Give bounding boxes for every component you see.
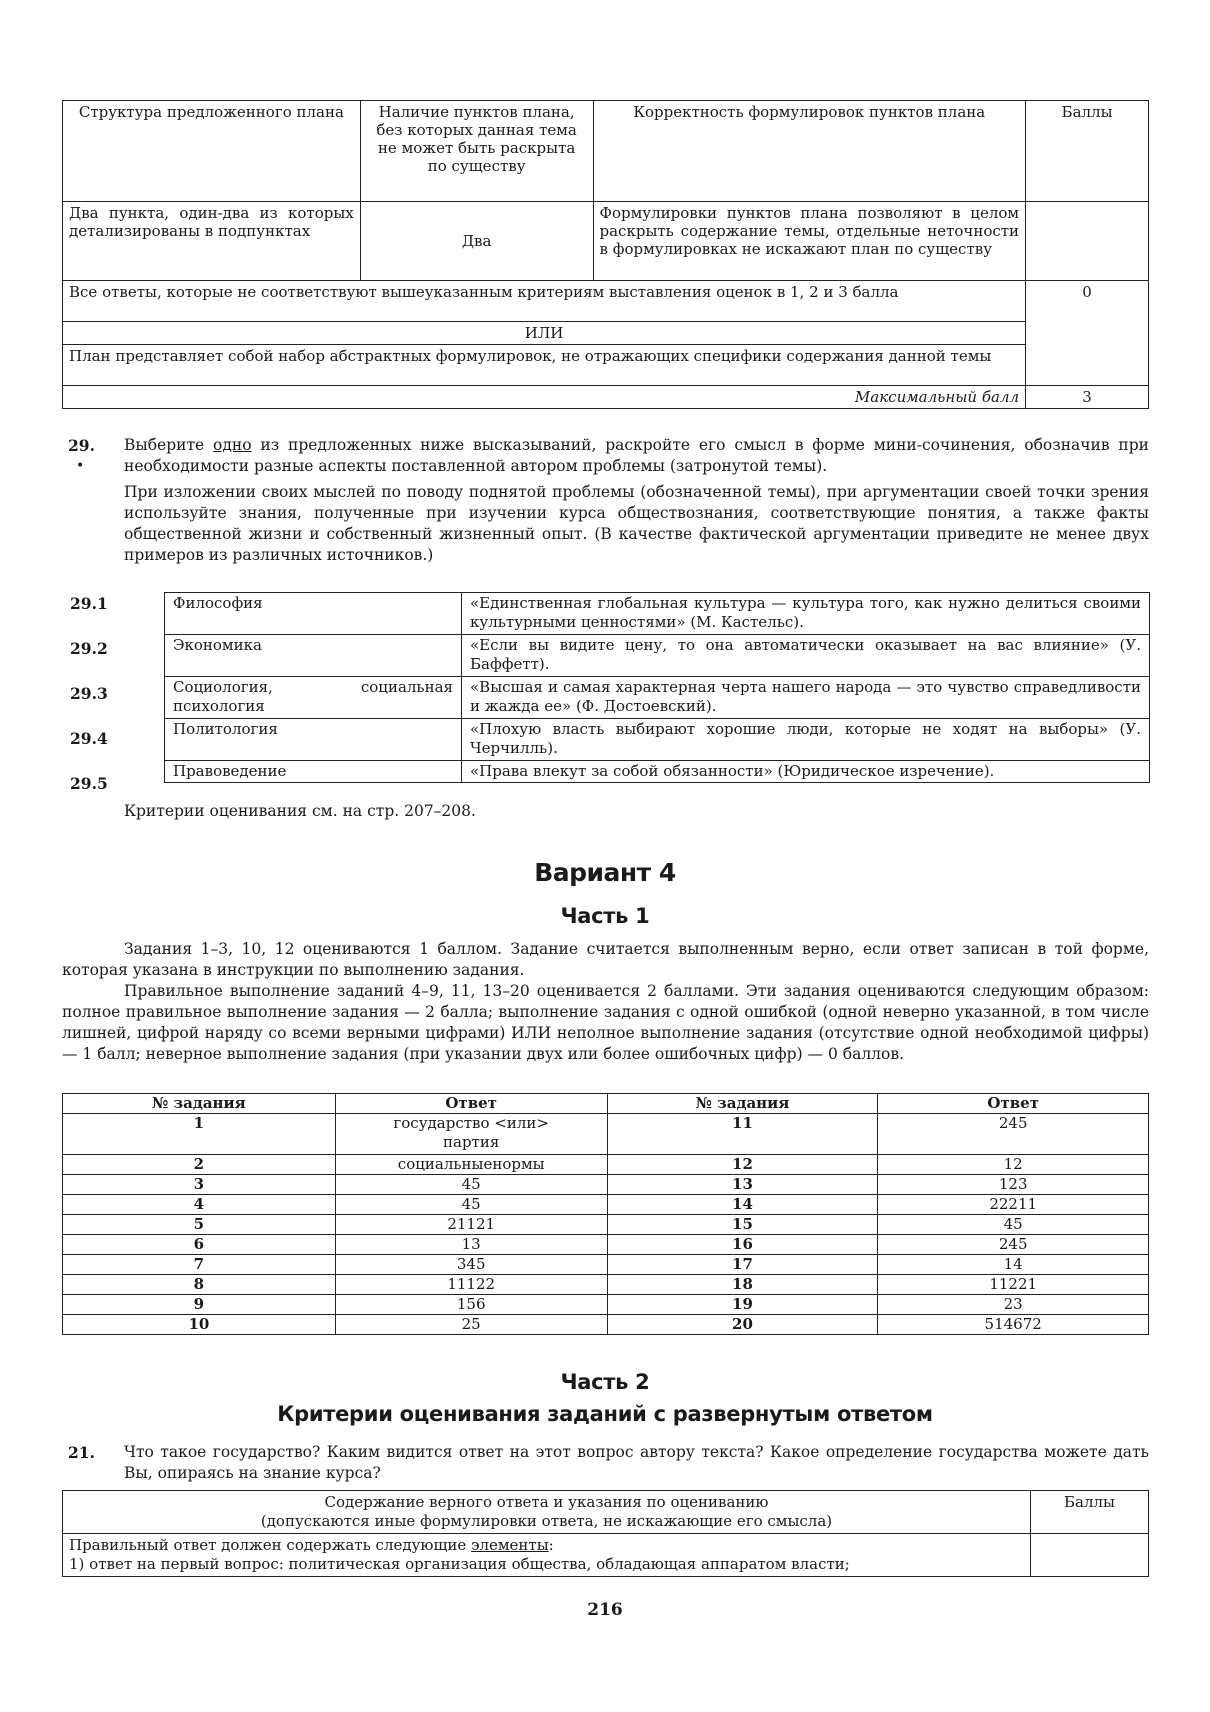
answer: 12: [878, 1155, 1149, 1175]
task-number: 1: [63, 1114, 336, 1155]
answer: 14: [878, 1255, 1149, 1275]
row-score: [1026, 202, 1149, 281]
header-task-number: № задания: [63, 1094, 336, 1114]
header-structure: Структура предложенного плана: [63, 101, 361, 202]
quote-subject: Социология, социальная психология: [165, 677, 462, 719]
quote-text: «Высшая и самая характерная черта нашего народа — это чувство справедливости и жажда ее» (Ф. Достоевский).: [462, 677, 1150, 719]
page-number: 216: [587, 1600, 623, 1620]
quote-row: [165, 761, 1150, 783]
quote-number: 29.5: [70, 774, 108, 793]
table-row: [63, 1215, 1149, 1235]
abstract-criteria-text: План представляет собой набор абстрактных формулировок, не отражающих специфики содержания данной темы: [63, 345, 1026, 386]
task-21-number: 21.: [68, 1443, 95, 1462]
answer: 13: [335, 1235, 607, 1255]
header-correctness: Корректность формулировок пунктов плана: [593, 101, 1026, 202]
table-row: [63, 345, 1149, 386]
task-number: 20: [607, 1315, 878, 1335]
quote-text: «Плохую власть выбирают хорошие люди, которые не ходят на выборы» (У. Черчилль).: [462, 719, 1150, 761]
answer: 11122: [335, 1275, 607, 1295]
part2-subtitle: Критерии оценивания заданий с развернутым ответом: [277, 1402, 933, 1426]
quote-row: [165, 677, 1150, 719]
header-task-number: № задания: [607, 1094, 878, 1114]
criteria-header-line1: Содержание верного ответа и указания по оцениванию: [324, 1493, 769, 1511]
table-header-row: [63, 101, 1149, 202]
header-answer: Ответ: [335, 1094, 607, 1114]
task-number: 7: [63, 1255, 336, 1275]
quote-subject: Политология: [165, 719, 462, 761]
task-number: 6: [63, 1235, 336, 1255]
quote-subject: Философия: [165, 593, 462, 635]
table-row: [63, 1295, 1149, 1315]
header-answer: Ответ: [878, 1094, 1149, 1114]
row-correctness: Формулировки пунктов плана позволяют в целом раскрыть содержание темы, отдельные неточности в формулировках не искажают план по существу: [593, 202, 1026, 281]
criteria-header-line2: (допускаются иные формулировки ответа, не искажающие его смысла): [260, 1512, 833, 1530]
or-label: ИЛИ: [63, 322, 1026, 345]
max-score-value: 3: [1026, 386, 1149, 409]
criteria-intro-text: Правильный ответ должен содержать следующие: [69, 1536, 472, 1554]
table-row: [63, 1315, 1149, 1335]
quote-number: 29.1: [70, 594, 108, 613]
quote-subject: Правоведение: [165, 761, 462, 783]
answer: 45: [878, 1215, 1149, 1235]
answers-table: [62, 1093, 1149, 1335]
quote-number: 29.4: [70, 729, 108, 748]
quote-text: «Права влекут за собой обязанности» (Юридическое изречение).: [462, 761, 1150, 783]
task-number: 19: [607, 1295, 878, 1315]
task-number: 13: [607, 1175, 878, 1195]
instruction-text: Выберите: [124, 436, 214, 454]
task-number: 15: [607, 1215, 878, 1235]
task-number: 10: [63, 1315, 336, 1335]
answer: 514672: [878, 1315, 1149, 1335]
quote-text: «Единственная глобальная культура — культура того, как нужно делиться своими культурными ценностями» (М. Кастельс).: [462, 593, 1150, 635]
task-21-question: Что такое государство? Каким видится ответ на этот вопрос автору текста? Какое определение государства можете дать Вы, опираясь на знание курса?: [124, 1443, 1149, 1482]
criteria-intro-text: :: [548, 1536, 554, 1554]
task-number: 3: [63, 1175, 336, 1195]
task-number: 17: [607, 1255, 878, 1275]
criteria-intro-emphasis: элементы: [471, 1536, 549, 1554]
criteria-reference: Критерии оценивания см. на стр. 207–208.: [124, 802, 476, 820]
table-row: [63, 1255, 1149, 1275]
criteria-score-header: Баллы: [1031, 1491, 1149, 1534]
quotes-grid: [164, 592, 1150, 783]
table-row: [63, 1155, 1149, 1175]
task-29-paragraph: При изложении своих мыслей по поводу поднятой проблемы (обозначенной темы), при аргументации своей точки зрения используйте знания, полученные при изучении курса обществознания, соответствующие понятия, а также факты общественной жизни и собственный жизненный опыт. (В качестве фактической аргументации приведите не менее двух примеров из различных источников.): [124, 483, 1149, 564]
table-header-row: [63, 1491, 1149, 1534]
answer: государство <или> партия: [335, 1114, 607, 1155]
table-row: [63, 1534, 1149, 1577]
answer: 21121: [335, 1215, 607, 1235]
answer: 22211: [878, 1195, 1149, 1215]
task-29-instruction: [124, 435, 1149, 477]
quote-text: «Если вы видите цену, то она автоматически оказывает на вас влияние» (У. Баффетт).: [462, 635, 1150, 677]
table-row: [63, 1175, 1149, 1195]
answer: 11221: [878, 1275, 1149, 1295]
header-presence: Наличие пунктов плана, без которых данная тема не может быть раскрыта по существу: [360, 101, 593, 202]
task-number: 5: [63, 1215, 336, 1235]
task-number: 9: [63, 1295, 336, 1315]
table-row: [63, 1195, 1149, 1215]
answer: 23: [878, 1295, 1149, 1315]
criteria-header: [63, 1491, 1031, 1534]
answer: 156: [335, 1295, 607, 1315]
answer: 245: [878, 1114, 1149, 1155]
table-row: [63, 202, 1149, 281]
variant-title: Вариант 4: [534, 858, 676, 887]
criteria-intro: [69, 1536, 1024, 1555]
quote-subject: Экономика: [165, 635, 462, 677]
task-29-number: 29.: [68, 436, 95, 455]
answer: 123: [878, 1175, 1149, 1195]
max-score-label: Максимальный балл: [63, 386, 1026, 409]
answer: 45: [335, 1175, 607, 1195]
quote-numbers: [70, 592, 166, 796]
quote-row: [165, 593, 1150, 635]
part1-title: Часть 1: [560, 904, 650, 928]
part1-paragraph-1: Задания 1–3, 10, 12 оцениваются 1 баллом. Задание считается выполненным верно, если ответ записан в той форме, которая указана в инструкции по выполнению задания.: [62, 940, 1149, 979]
task-number: 14: [607, 1195, 878, 1215]
row-structure: Два пункта, один-два из которых детализированы в подпунктах: [63, 202, 361, 281]
answer: 345: [335, 1255, 607, 1275]
task-number: 18: [607, 1275, 878, 1295]
plan-criteria-table: [62, 100, 1149, 409]
zero-criteria-text: Все ответы, которые не соответствуют вышеуказанным критериям выставления оценок в 1, 2 и 3 балла: [63, 281, 1026, 322]
row-presence: Два: [360, 202, 593, 281]
part1-paragraph-2: Правильное выполнение заданий 4–9, 11, 13–20 оценивается 2 баллами. Эти задания оцениваются следующим образом: полное правильное выполнение задания — 2 балла; выполнение задания с одной ошибкой (одной неверно указанной, в том числе лишней, цифрой наряду со всеми верными цифрами) ИЛИ неполное выполнение задания (отсутствие одной необходимой цифры) — 1 балл; неверное выполнение задания (при указании двух или более ошибочных цифр) — 0 баллов.: [62, 982, 1149, 1063]
task-21-criteria-table: [62, 1490, 1149, 1577]
instruction-text: из предложенных ниже высказываний, раскройте его смысл в форме мини-сочинения, обозначив при необходимости разные аспекты поставленной автором проблемы (затронутой темы).: [124, 436, 1149, 475]
answer: 45: [335, 1195, 607, 1215]
table-row: [63, 281, 1149, 322]
quote-number: 29.2: [70, 639, 108, 658]
table-row: [63, 386, 1149, 409]
quote-row: [165, 719, 1150, 761]
answer: 245: [878, 1235, 1149, 1255]
task-number: 8: [63, 1275, 336, 1295]
task-number: 2: [63, 1155, 336, 1175]
task-number: 16: [607, 1235, 878, 1255]
table-row: [63, 1275, 1149, 1295]
answer: 25: [335, 1315, 607, 1335]
criteria-score: [1031, 1534, 1149, 1577]
bullet-icon: •: [76, 458, 85, 474]
instruction-emphasis: одно: [213, 436, 252, 454]
table-row: [63, 1235, 1149, 1255]
zero-score: 0: [1026, 281, 1149, 386]
header-score: Баллы: [1026, 101, 1149, 202]
answer: социальныенормы: [335, 1155, 607, 1175]
quote-number: 29.3: [70, 684, 108, 703]
table-header-row: [63, 1094, 1149, 1114]
part2-title: Часть 2: [560, 1370, 650, 1394]
table-row: [63, 1114, 1149, 1155]
criteria-content: [63, 1534, 1031, 1577]
task-number: 11: [607, 1114, 878, 1155]
task-number: 12: [607, 1155, 878, 1175]
criteria-item: 1) ответ на первый вопрос: политическая организация общества, обладающая аппаратом власти;: [69, 1555, 850, 1573]
task-number: 4: [63, 1195, 336, 1215]
table-row: [63, 322, 1149, 345]
quote-row: [165, 635, 1150, 677]
